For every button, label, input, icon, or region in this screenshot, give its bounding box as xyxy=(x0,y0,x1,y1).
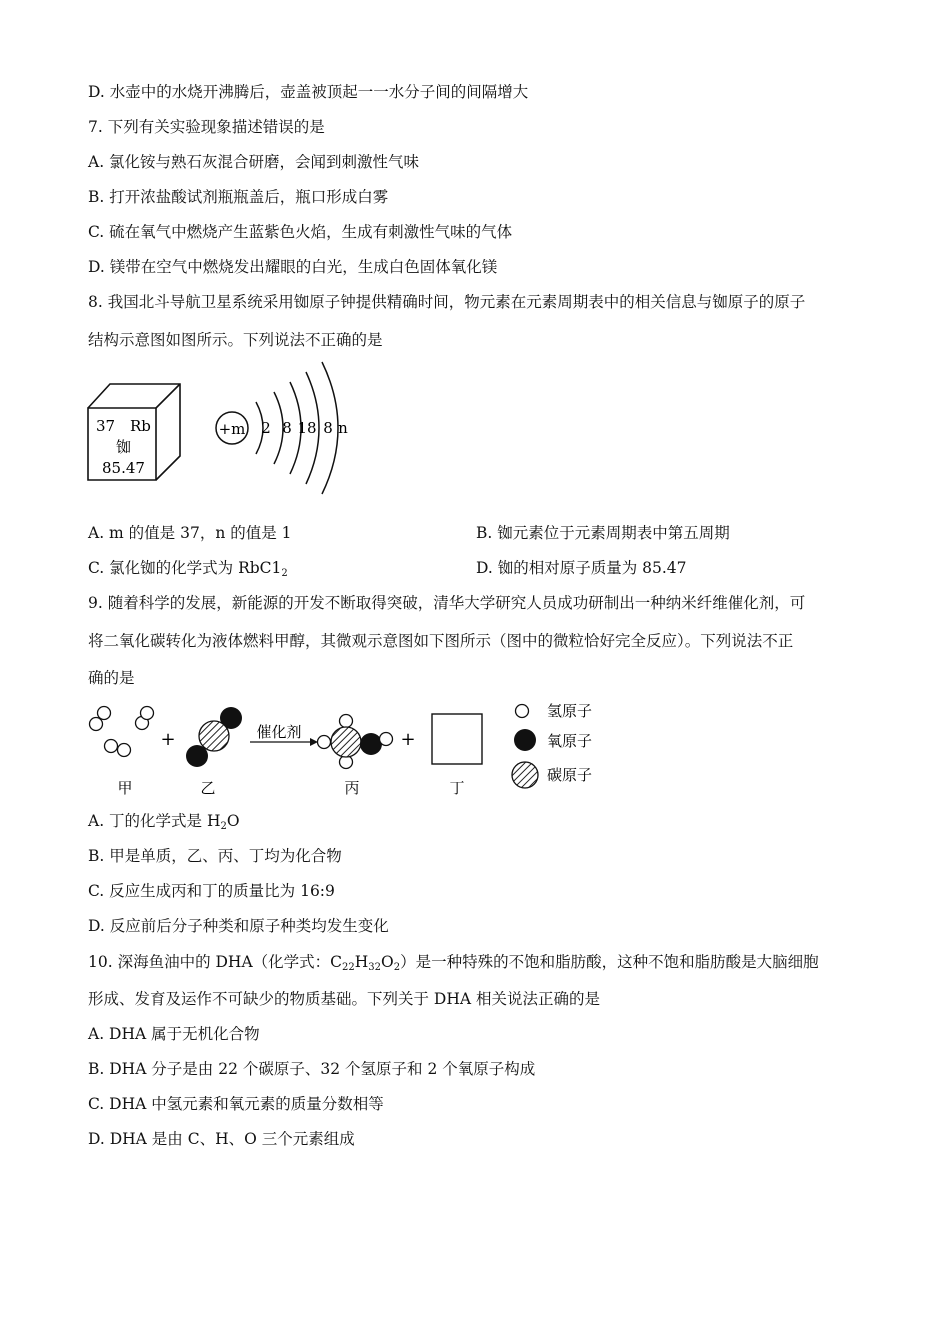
shell-4-electrons: 8 xyxy=(323,419,333,437)
atomic-mass: 85.47 xyxy=(102,459,145,477)
shell-1-electrons: 2 xyxy=(261,419,271,437)
q9-option-b: B. 甲是单质，乙、丙、丁均为化合物 xyxy=(88,847,342,865)
q8-option-d: D. 铷的相对原子质量为 85.47 xyxy=(476,559,687,577)
legend-carbon-label: 碳原子 xyxy=(547,766,593,784)
q7-option-a: A. 氯化铵与熟石灰混合研磨，会闻到刺激性气味 xyxy=(88,153,420,171)
q9-stem-line1: 9. 随着科学的发展，新能源的开发不断取得突破，清华大学研究人员成功研制出一种纳米纤维催化剂，可 xyxy=(88,594,806,612)
q8-stem-line2: 结构示意图如图所示。下列说法不正确的是 xyxy=(88,331,383,349)
element-symbol: Rb xyxy=(130,417,151,435)
nucleus-charge: +m xyxy=(218,420,246,438)
label-ding: 丁 xyxy=(449,779,465,797)
q7-option-d: D. 镁带在空气中燃烧发出耀眼的白光，生成白色固体氧化镁 xyxy=(88,258,498,276)
q9-option-c: C. 反应生成丙和丁的质量比为 16:9 xyxy=(88,882,335,900)
q10-stem-line1: 10. 深海鱼油中的 DHA（化学式：$C_{22}H_{32}O_2$）是一种特殊的不饱和脂肪酸，这种不饱和脂肪酸是大脑细胞 xyxy=(88,953,819,973)
legend-oxygen-label: 氧原子 xyxy=(547,732,593,750)
legend-oxygen-swatch xyxy=(514,729,536,751)
q7-option-c: C. 硫在氧气中燃烧产生蓝紫色火焰，生成有刺激性气味的气体 xyxy=(88,223,513,241)
product-ding-box xyxy=(432,714,482,764)
q10-option-c: C. DHA 中氢元素和氧元素的质量分数相等 xyxy=(88,1095,384,1113)
q9-stem-line2: 将二氧化碳转化为液体燃料甲醇，其微观示意图如下图所示（图中的微粒恰好完全反应）。下列说法不正 xyxy=(88,632,794,650)
q9-option-a: A. 丁的化学式是 $H_2O$ xyxy=(88,812,240,832)
legend-hydrogen-label: 氢原子 xyxy=(547,702,593,720)
q8-option-a: A. m 的值是 37，n 的值是 1 xyxy=(88,524,292,542)
element-name: 铷 xyxy=(116,438,132,456)
q9-stem-line3: 确的是 xyxy=(88,669,135,687)
label-bing: 丙 xyxy=(344,779,360,797)
reactant-jia-h2-molecules xyxy=(90,707,154,757)
q8-option-c: C. 氯化铷的化学式为 $RbC1_2$ xyxy=(88,559,288,579)
plus-sign-2: + xyxy=(400,729,416,750)
reaction-arrow-head xyxy=(310,738,318,746)
legend-hydrogen-swatch xyxy=(516,705,529,718)
reactant-yi-co2 xyxy=(186,707,242,767)
label-jia: 甲 xyxy=(117,779,133,797)
label-yi: 乙 xyxy=(200,779,216,797)
q7-option-b: B. 打开浓盐酸试剂瓶瓶盖后，瓶口形成白雾 xyxy=(88,188,389,206)
q10-option-b: B. DHA 分子是由 22 个碳原子、32 个氢原子和 2 个氧原子构成 xyxy=(88,1060,536,1078)
shell-3-electrons: 18 xyxy=(297,419,317,437)
product-bing-methanol xyxy=(318,715,393,769)
q9-option-d: D. 反应前后分子种类和原子种类均发生变化 xyxy=(88,917,389,935)
q10-stem-line2: 形成、发育及运作不可缺少的物质基础。下列关于 DHA 相关说法正确的是 xyxy=(88,990,600,1008)
q10-option-a: A. DHA 属于无机化合物 xyxy=(88,1025,260,1043)
reaction-diagram xyxy=(84,694,624,802)
shell-2-electrons: 8 xyxy=(282,419,292,437)
rubidium-figure xyxy=(80,360,380,500)
plus-sign-1: + xyxy=(160,729,176,750)
q6-option-d: D. 水壶中的水烧开沸腾后，壶盖被顶起一一水分子间的间隔增大 xyxy=(88,83,529,101)
atomic-number: 37 xyxy=(96,417,116,435)
q7-stem: 7. 下列有关实验现象描述错误的是 xyxy=(88,118,325,136)
legend-carbon-swatch xyxy=(512,762,538,788)
q10-option-d: D. DHA 是由 C、H、O 三个元素组成 xyxy=(88,1130,355,1148)
q8-stem-line1: 8. 我国北斗导航卫星系统采用铷原子钟提供精确时间，物元素在元素周期表中的相关信息与铷原子的原子 xyxy=(88,293,806,311)
q8-option-b: B. 铷元素位于元素周期表中第五周期 xyxy=(476,524,730,542)
shell-5-electrons: n xyxy=(338,419,348,437)
catalyst-label: 催化剂 xyxy=(256,723,302,741)
